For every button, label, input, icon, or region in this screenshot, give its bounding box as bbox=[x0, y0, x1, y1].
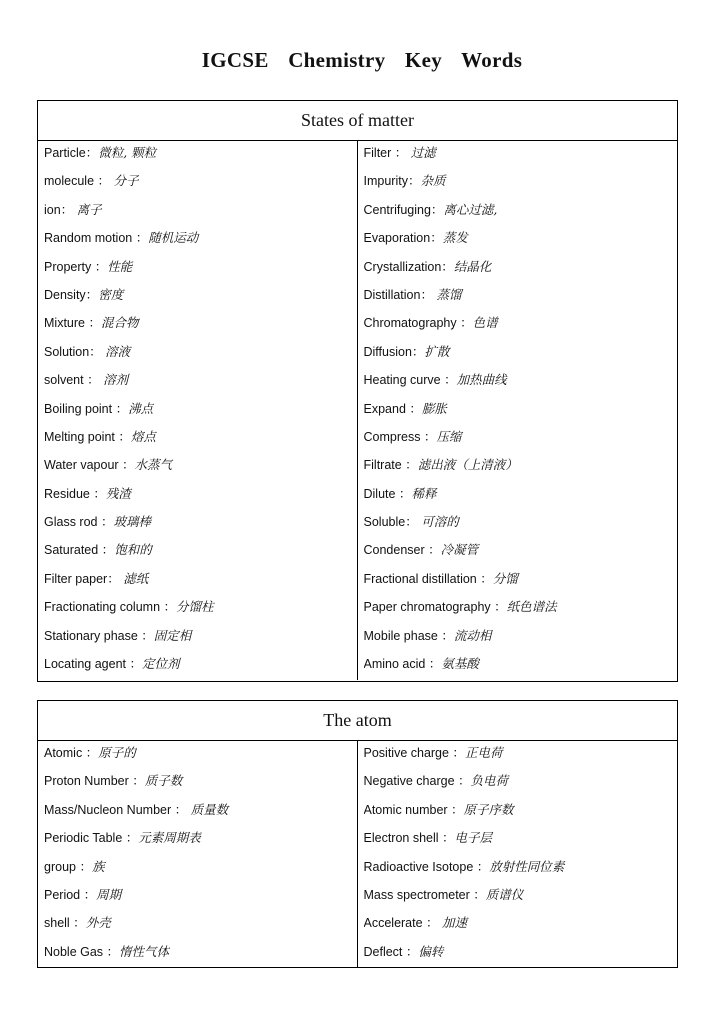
term-english: Glass rod ： bbox=[44, 515, 114, 530]
term-english: Filter paper： bbox=[44, 571, 124, 586]
term-row bbox=[364, 538, 678, 566]
term-english: Condenser ： bbox=[363, 543, 441, 558]
term-row bbox=[44, 567, 357, 595]
term-chinese: 可溶的 bbox=[421, 514, 459, 530]
term-english: Deflect ： bbox=[363, 944, 419, 959]
term-row bbox=[44, 798, 357, 826]
term-english: Residue ： bbox=[44, 486, 106, 501]
term-chinese: 质谱仪 bbox=[485, 886, 524, 902]
term-chinese: 惰性气体 bbox=[119, 943, 170, 959]
term-chinese: 固定相 bbox=[153, 627, 192, 643]
term-chinese: 滤出液（上清液） bbox=[417, 457, 518, 473]
term-chinese: 沸点 bbox=[128, 400, 154, 416]
term-chinese: 离子 bbox=[76, 201, 102, 217]
term-row bbox=[364, 769, 678, 797]
term-row bbox=[44, 595, 357, 623]
term-row bbox=[44, 255, 357, 283]
term-english: Impurity： bbox=[363, 174, 421, 189]
term-english: group ： bbox=[44, 859, 92, 874]
term-row bbox=[44, 141, 357, 169]
term-english: Period ： bbox=[44, 887, 97, 902]
term-row bbox=[44, 226, 357, 254]
term-english: Saturated ： bbox=[44, 543, 115, 558]
term-chinese: 流动相 bbox=[453, 627, 492, 643]
term-row bbox=[364, 883, 678, 911]
term-english: Particle： bbox=[44, 146, 99, 160]
section-heading: The atom bbox=[38, 701, 677, 741]
term-english: Dilute ： bbox=[363, 486, 412, 501]
term-row bbox=[44, 425, 357, 453]
term-english: Mobile phase ： bbox=[363, 628, 454, 643]
term-row bbox=[364, 425, 678, 453]
term-chinese: 熔点 bbox=[130, 428, 156, 444]
term-chinese: 扩散 bbox=[424, 343, 450, 359]
term-row bbox=[44, 368, 357, 396]
term-row bbox=[44, 538, 357, 566]
term-english: Accelerate ： bbox=[363, 916, 443, 931]
term-chinese: 离心过滤, bbox=[443, 201, 498, 217]
term-english: shell ： bbox=[44, 916, 86, 931]
section-states-of-matter bbox=[37, 100, 678, 682]
term-row bbox=[364, 826, 678, 854]
term-chinese: 分子 bbox=[113, 173, 139, 189]
term-chinese: 分馏 bbox=[492, 570, 518, 586]
section-heading: States of matter bbox=[38, 101, 677, 141]
term-column-right bbox=[358, 741, 678, 968]
term-chinese: 性能 bbox=[107, 258, 133, 274]
term-chinese: 膨胀 bbox=[421, 400, 447, 416]
term-english: Mass spectrometer ： bbox=[363, 887, 486, 902]
term-row bbox=[44, 311, 357, 339]
term-english: Locating agent ： bbox=[44, 657, 142, 672]
term-english: Mass/Nucleon Number ： bbox=[44, 802, 191, 817]
term-english: solvent ： bbox=[44, 373, 104, 388]
term-chinese: 原子序数 bbox=[463, 801, 514, 817]
term-row bbox=[44, 397, 357, 425]
term-row bbox=[44, 883, 357, 911]
term-row bbox=[44, 940, 357, 968]
term-chinese: 加热曲线 bbox=[456, 372, 507, 388]
term-chinese: 放射性同位素 bbox=[489, 858, 565, 874]
term-chinese: 偏转 bbox=[418, 943, 444, 959]
term-english: Mixture ： bbox=[44, 316, 101, 331]
term-english: Amino acid ： bbox=[363, 657, 442, 672]
term-row bbox=[364, 169, 678, 197]
term-row bbox=[364, 652, 678, 680]
term-row bbox=[44, 198, 357, 226]
term-english: Atomic number ： bbox=[363, 802, 464, 817]
term-row bbox=[364, 198, 678, 226]
term-row bbox=[364, 141, 678, 169]
term-english: Soluble： bbox=[363, 515, 422, 530]
term-chinese: 蒸发 bbox=[442, 230, 468, 246]
term-english: Radioactive Isotope ： bbox=[363, 859, 490, 874]
term-chinese: 滤纸 bbox=[123, 570, 149, 586]
term-row bbox=[364, 855, 678, 883]
term-english: Melting point ： bbox=[44, 429, 131, 444]
term-chinese: 加速 bbox=[442, 915, 468, 931]
term-row bbox=[364, 340, 678, 368]
term-english: Expand ： bbox=[363, 401, 422, 416]
term-english: Random motion ： bbox=[44, 231, 149, 246]
term-column-left bbox=[38, 741, 358, 968]
term-english: Distillation： bbox=[363, 287, 437, 302]
term-chinese: 冷凝管 bbox=[440, 542, 479, 558]
term-chinese: 氨基酸 bbox=[441, 656, 479, 672]
term-chinese: 质量数 bbox=[190, 801, 229, 817]
term-row bbox=[44, 340, 357, 368]
term-columns bbox=[38, 141, 677, 680]
term-columns bbox=[38, 741, 677, 968]
term-english: Paper chromatography ： bbox=[363, 600, 507, 615]
term-english: Centrifuging： bbox=[363, 202, 444, 217]
term-row bbox=[44, 652, 357, 680]
term-chinese: 正电荷 bbox=[464, 745, 503, 760]
term-english: Evaporation： bbox=[363, 231, 443, 246]
term-row bbox=[44, 510, 357, 538]
term-row bbox=[44, 769, 357, 797]
term-chinese: 蒸馏 bbox=[436, 286, 462, 302]
term-row bbox=[364, 283, 678, 311]
term-chinese: 质子数 bbox=[144, 773, 183, 789]
term-english: Property ： bbox=[44, 259, 108, 274]
term-chinese: 电子层 bbox=[454, 830, 493, 846]
term-row bbox=[44, 482, 357, 510]
term-chinese: 杂质 bbox=[420, 173, 446, 189]
term-row bbox=[364, 567, 678, 595]
term-row bbox=[364, 255, 678, 283]
term-english: Boiling point ： bbox=[44, 401, 129, 416]
term-row bbox=[44, 741, 357, 769]
term-row bbox=[364, 624, 678, 652]
term-row bbox=[364, 368, 678, 396]
term-english: Periodic Table ： bbox=[44, 831, 139, 846]
term-row bbox=[44, 169, 357, 197]
term-row bbox=[364, 911, 678, 939]
term-english: Positive charge ： bbox=[363, 746, 465, 760]
term-chinese: 族 bbox=[91, 858, 105, 874]
term-chinese: 残渣 bbox=[105, 485, 131, 501]
term-column-right bbox=[358, 141, 678, 680]
term-chinese: 原子的 bbox=[98, 745, 136, 760]
term-english: Filtrate ： bbox=[363, 458, 418, 473]
term-english: Diffusion： bbox=[363, 344, 425, 359]
term-english: Heating curve ： bbox=[363, 373, 457, 388]
term-chinese: 压缩 bbox=[436, 428, 462, 444]
term-english: Proton Number ： bbox=[44, 774, 145, 789]
term-row bbox=[364, 397, 678, 425]
term-english: Chromatography ： bbox=[363, 316, 473, 331]
term-chinese: 微粒, 颗粒 bbox=[98, 145, 157, 160]
term-row bbox=[44, 624, 357, 652]
term-chinese: 外壳 bbox=[85, 915, 111, 931]
term-row bbox=[44, 911, 357, 939]
term-chinese: 负电荷 bbox=[470, 773, 509, 789]
term-english: Compress ： bbox=[363, 429, 437, 444]
term-chinese: 玻璃棒 bbox=[113, 514, 151, 530]
term-row bbox=[364, 510, 678, 538]
term-english: Water vapour ： bbox=[44, 458, 135, 473]
section-the-atom bbox=[37, 700, 678, 968]
term-chinese: 稀释 bbox=[411, 485, 437, 501]
term-chinese: 周期 bbox=[96, 886, 122, 902]
term-english: Fractional distillation ： bbox=[363, 571, 493, 586]
term-english: ion： bbox=[44, 202, 77, 217]
term-row bbox=[364, 453, 678, 481]
term-row bbox=[364, 940, 678, 968]
term-english: Noble Gas ： bbox=[44, 944, 120, 959]
term-row bbox=[364, 482, 678, 510]
term-row bbox=[44, 283, 357, 311]
term-row bbox=[44, 453, 357, 481]
term-chinese: 过滤 bbox=[410, 145, 436, 160]
term-chinese: 结晶化 bbox=[453, 258, 492, 274]
term-chinese: 溶剂 bbox=[103, 372, 129, 388]
term-english: Density： bbox=[44, 287, 99, 302]
term-chinese: 纸色谱法 bbox=[506, 599, 557, 615]
term-row bbox=[364, 311, 678, 339]
term-row bbox=[364, 741, 678, 769]
term-english: Negative charge ： bbox=[363, 774, 471, 789]
term-english: molecule ： bbox=[44, 174, 114, 189]
term-chinese: 饱和的 bbox=[114, 542, 152, 558]
term-english: Crystallization： bbox=[363, 259, 454, 274]
term-chinese: 溶液 bbox=[105, 343, 131, 359]
page-title: IGCSE Chemistry Key Words bbox=[201, 48, 523, 72]
term-chinese: 元素周期表 bbox=[138, 830, 201, 846]
term-chinese: 色谱 bbox=[472, 315, 498, 331]
term-chinese: 定位剂 bbox=[142, 656, 180, 672]
term-english: Atomic ： bbox=[44, 746, 99, 760]
term-row bbox=[364, 798, 678, 826]
term-chinese: 分馏柱 bbox=[176, 599, 214, 615]
term-row bbox=[364, 226, 678, 254]
term-english: Stationary phase ： bbox=[44, 628, 154, 643]
term-row bbox=[44, 826, 357, 854]
term-chinese: 混合物 bbox=[100, 315, 139, 331]
term-chinese: 随机运动 bbox=[148, 230, 199, 246]
term-chinese: 水蒸气 bbox=[134, 457, 173, 473]
term-chinese: 密度 bbox=[98, 286, 124, 302]
term-english: Fractionating column ： bbox=[44, 600, 177, 615]
term-row bbox=[44, 855, 357, 883]
term-english: Filter ： bbox=[363, 146, 411, 160]
term-english: Electron shell ： bbox=[363, 831, 455, 846]
term-column-left bbox=[38, 141, 358, 680]
term-row bbox=[364, 595, 678, 623]
term-english: Solution： bbox=[44, 344, 106, 359]
